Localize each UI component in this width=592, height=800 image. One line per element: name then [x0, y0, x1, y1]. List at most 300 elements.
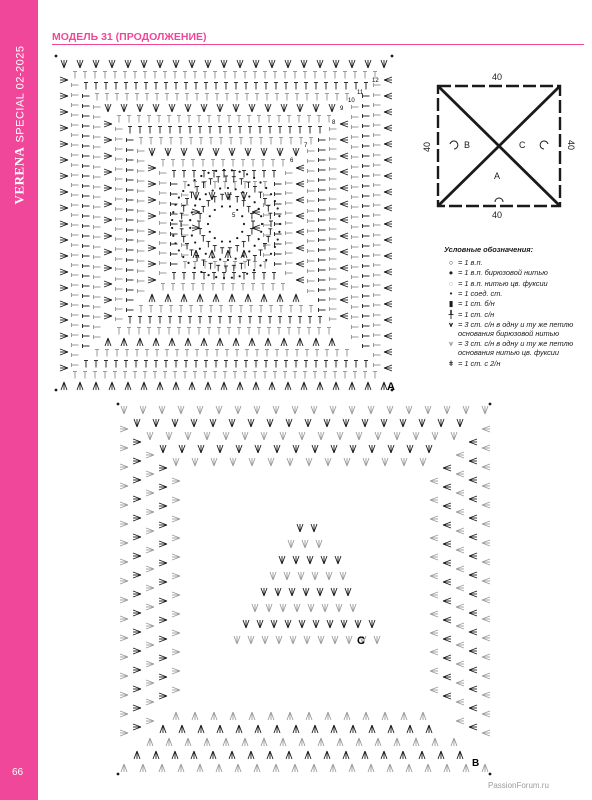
stitch-mark: [469, 667, 477, 670]
stitch-mark: [469, 477, 477, 480]
stitch-mark: [322, 604, 325, 612]
shell-mark: [456, 680, 464, 686]
stitch-mark: [482, 654, 490, 657]
legend-item: ⩛ = 3 ст. с/н в одну и ту же петлю основания нитью цв. фуксии: [444, 340, 584, 358]
chain-mark: [219, 187, 221, 189]
stitch-mark: [296, 277, 304, 280]
stitch-mark: [340, 432, 343, 440]
stitch-mark: [308, 751, 311, 759]
stitch-mark: [340, 297, 348, 300]
shell-mark: [349, 382, 355, 390]
chain-mark: [254, 245, 256, 247]
shell-mark: [237, 382, 243, 390]
page-title: МОДЕЛЬ 31 (ПРОДОЛЖЕНИЕ): [52, 31, 207, 43]
stitch-mark: [435, 432, 438, 440]
stitch-mark: [146, 528, 154, 531]
shell-mark: [134, 419, 140, 427]
stitch-mark: [482, 540, 490, 543]
stitch-mark: [443, 506, 451, 509]
stitch-mark: [391, 445, 394, 453]
chain-mark: [241, 231, 243, 233]
shell-mark: [235, 764, 241, 772]
shell-mark: [148, 181, 156, 187]
stitch-mark: [279, 636, 282, 644]
stitch-mark: [482, 635, 490, 638]
shell-mark: [308, 604, 314, 612]
stitch-mark: [293, 725, 296, 733]
stitch-mark: [330, 406, 333, 414]
stitch-mark: [321, 636, 324, 644]
stitch-mark: [291, 540, 294, 548]
shell-mark: [104, 313, 112, 319]
shell-mark: [267, 419, 273, 427]
stitch-mark: [280, 294, 283, 302]
stitch-mark: [420, 712, 423, 720]
stitch-mark: [356, 738, 359, 746]
stitch-mark: [382, 458, 385, 466]
stitch-mark: [352, 406, 355, 414]
shell-mark: [327, 620, 333, 628]
stitch-mark: [308, 419, 311, 427]
shell-mark: [60, 173, 68, 179]
shell-mark: [60, 317, 68, 323]
shell-mark: [293, 725, 299, 733]
stitch-mark: [172, 668, 180, 671]
shell-mark: [133, 629, 141, 635]
stitch-mark: [60, 288, 68, 291]
stitch-mark: [401, 458, 404, 466]
stitch-mark: [281, 104, 284, 112]
shell-mark: [270, 572, 276, 580]
stitch-mark: [120, 711, 128, 714]
stitch-mark: [172, 652, 180, 655]
stitch-mark: [407, 445, 410, 453]
stitch-mark: [307, 636, 310, 644]
schema-left-dimension: 40: [422, 141, 432, 152]
shell-mark: [210, 419, 216, 427]
shell-mark: [329, 338, 335, 346]
stitch-mark: [159, 655, 167, 658]
shell-mark: [443, 636, 451, 642]
shell-mark: [317, 588, 323, 596]
shell-mark: [193, 192, 199, 200]
chain-mark: [178, 196, 180, 198]
chain-mark: [253, 177, 255, 179]
stitch-mark: [296, 264, 304, 267]
stitch-mark: [316, 620, 319, 628]
shell-mark: [382, 712, 388, 720]
shell-mark: [456, 604, 464, 610]
stitch-mark: [381, 751, 384, 759]
stitch-mark: [172, 633, 180, 636]
shell-mark: [340, 233, 348, 239]
shell-mark: [60, 205, 68, 211]
stitch-mark: [285, 60, 288, 68]
stitch-mark: [482, 406, 485, 414]
shell-mark: [159, 541, 167, 547]
stitch-mark: [485, 764, 488, 772]
shell-mark: [120, 730, 128, 736]
stitch-mark: [331, 445, 334, 453]
shell-mark: [133, 515, 141, 521]
stitch-mark: [159, 484, 167, 487]
chain-mark: [205, 193, 207, 195]
stitch-mark: [482, 429, 490, 432]
stitch-mark: [362, 419, 365, 427]
shell-mark: [193, 250, 199, 258]
stitch-mark: [146, 680, 154, 683]
stitch-mark: [349, 636, 352, 644]
stitch-mark: [428, 764, 431, 772]
stitch-mark: [363, 712, 366, 720]
shell-mark: [133, 439, 141, 445]
stitch-mark: [133, 575, 141, 578]
stitch-mark: [397, 432, 400, 440]
shell-mark: [355, 620, 361, 628]
shell-mark: [133, 686, 141, 692]
shell-mark: [482, 654, 490, 660]
stitch-mark: [120, 676, 128, 679]
shell-mark: [93, 60, 99, 68]
shell-mark: [384, 205, 392, 211]
shell-mark: [104, 185, 112, 191]
stitch-mark: [456, 702, 464, 705]
shell-mark: [60, 237, 68, 243]
shell-mark: [121, 104, 127, 112]
chain-mark: [221, 240, 223, 242]
stitch-mark: [365, 751, 368, 759]
stitch-mark: [133, 518, 141, 521]
stitch-mark: [146, 471, 154, 474]
stitch-mark: [297, 524, 300, 532]
stitch-mark: [146, 699, 154, 702]
shell-mark: [274, 445, 280, 453]
stitch-mark: [469, 610, 477, 613]
stitch-mark: [382, 712, 385, 720]
shell-mark: [285, 620, 291, 628]
stitch-mark: [159, 503, 167, 506]
stitch-mark: [60, 336, 68, 339]
shell-mark: [172, 535, 180, 541]
stitch-mark: [353, 604, 356, 612]
stitch-mark: [146, 490, 154, 493]
shell-mark: [185, 338, 191, 346]
shell-mark: [325, 458, 331, 466]
chain-mark: [189, 227, 191, 229]
schema-part-a: A: [494, 171, 501, 181]
shell-mark: [93, 382, 99, 390]
stitch-mark: [456, 490, 464, 493]
shell-mark: [297, 524, 303, 532]
schema-arrow-icon: [495, 198, 503, 202]
stitch-mark: [276, 406, 279, 414]
shell-mark: [261, 738, 267, 746]
shell-mark: [120, 673, 128, 679]
shell-mark: [146, 661, 154, 667]
shell-mark: [363, 712, 369, 720]
stitch-mark: [426, 445, 429, 453]
stitch-mark: [451, 738, 454, 746]
stitch-mark: [273, 572, 276, 580]
shell-mark: [384, 77, 392, 83]
chain-mark: [258, 208, 260, 210]
shell-mark: [469, 610, 477, 616]
stitch-mark: [307, 556, 310, 564]
shell-mark: [146, 623, 154, 629]
shell-mark: [344, 458, 350, 466]
shell-mark: [201, 104, 207, 112]
shell-mark: [326, 572, 332, 580]
shell-mark: [425, 764, 431, 772]
shell-mark: [469, 477, 477, 483]
shell-mark: [172, 516, 180, 522]
stitch-mark: [454, 432, 457, 440]
shell-mark: [482, 521, 490, 527]
stitch-mark: [146, 683, 154, 686]
shell-mark: [198, 725, 204, 733]
chain-mark: [229, 240, 231, 242]
stitch-mark: [301, 382, 304, 390]
shell-mark: [443, 484, 451, 490]
stitch-mark: [469, 686, 477, 689]
chain-mark: [265, 187, 267, 189]
stitch-mark: [146, 721, 154, 724]
chain-mark: [191, 211, 193, 213]
chain-mark: [207, 274, 209, 276]
shell-mark: [230, 712, 236, 720]
stitch-mark: [60, 317, 68, 320]
stitch-mark: [172, 516, 180, 519]
shell-mark: [296, 213, 304, 219]
stitch-mark: [381, 60, 384, 68]
shell-mark: [456, 547, 464, 553]
shell-mark: [217, 725, 223, 733]
shell-mark: [252, 604, 258, 612]
shell-mark: [185, 738, 191, 746]
stitch-mark: [120, 730, 128, 733]
stitch-mark: [340, 284, 348, 287]
stitch-mark: [120, 559, 128, 562]
shell-mark: [243, 620, 249, 628]
shell-mark: [120, 540, 128, 546]
shell-mark: [321, 556, 327, 564]
shell-mark: [269, 60, 275, 68]
stitch-mark: [443, 525, 451, 528]
shell-mark: [297, 104, 303, 112]
stitch-mark: [482, 524, 490, 527]
shell-mark: [61, 382, 67, 390]
shell-mark: [120, 692, 128, 698]
stitch-mark: [120, 502, 128, 505]
stitch-mark: [429, 725, 432, 733]
stitch-mark: [146, 493, 154, 496]
stitch-mark: [265, 104, 268, 112]
chain-mark: [199, 198, 201, 200]
shell-mark: [340, 297, 348, 303]
stitch-mark: [441, 419, 444, 427]
stitch-mark: [456, 547, 464, 550]
stitch-mark: [146, 547, 154, 550]
brand-suffix: SPECIAL 02-2025: [14, 45, 27, 143]
chain-mark: [258, 238, 260, 240]
shell-mark: [425, 406, 431, 414]
shell-mark: [333, 382, 339, 390]
stitch-mark: [394, 432, 397, 440]
shell-mark: [185, 432, 191, 440]
stitch-mark: [306, 458, 309, 466]
stitch-mark: [294, 604, 297, 612]
stitch-mark: [159, 487, 167, 490]
shell-mark: [346, 636, 352, 644]
stitch-mark: [172, 611, 180, 614]
stitch-mark: [430, 478, 438, 481]
stitch-mark: [469, 708, 477, 711]
shell-mark: [275, 588, 281, 596]
shell-mark: [60, 253, 68, 259]
stitch-mark: [340, 316, 348, 319]
stitch-mark: [288, 60, 291, 68]
shell-mark: [482, 635, 490, 641]
shell-mark: [388, 445, 394, 453]
shell-mark: [141, 60, 147, 68]
shell-mark: [451, 432, 457, 440]
shell-mark: [298, 572, 304, 580]
shell-mark: [432, 738, 438, 746]
stitch-mark: [394, 738, 397, 746]
stitch-mark: [60, 285, 68, 288]
stitch-mark: [352, 382, 355, 390]
stitch-mark: [120, 714, 128, 717]
stitch-mark: [284, 572, 287, 580]
stitch-mark: [146, 474, 154, 477]
stitch-mark: [146, 455, 154, 458]
shell-mark: [296, 197, 304, 203]
shell-mark: [277, 294, 283, 302]
shell-mark: [201, 338, 207, 346]
stitch-mark: [172, 538, 180, 541]
stitch-mark: [456, 642, 464, 645]
stitch-mark: [336, 382, 339, 390]
chain-mark: [117, 403, 120, 406]
shell-mark: [172, 630, 180, 636]
stitch-mark: [287, 572, 290, 580]
stitch-mark: [469, 648, 477, 651]
shell-mark: [329, 104, 335, 112]
shell-mark: [261, 588, 267, 596]
chain-mark: [215, 170, 217, 172]
stitch-mark: [60, 269, 68, 272]
shell-mark: [160, 725, 166, 733]
stitch-mark: [456, 569, 464, 572]
stitch-mark: [288, 540, 291, 548]
shell-mark: [444, 764, 450, 772]
shell-mark: [313, 104, 319, 112]
stitch-mark: [289, 419, 292, 427]
stitch-mark: [384, 269, 392, 272]
shell-mark: [146, 528, 154, 534]
stitch-mark: [430, 592, 438, 595]
stitch-mark: [485, 406, 488, 414]
stitch-mark: [430, 516, 438, 519]
stitch-mark: [264, 588, 267, 596]
shell-mark: [457, 419, 463, 427]
shell-mark: [159, 503, 167, 509]
stitch-mark: [456, 474, 464, 477]
assembly-schema: [416, 70, 586, 220]
shell-mark: [197, 406, 203, 414]
stitch-mark: [430, 687, 438, 690]
shell-mark: [159, 764, 165, 772]
shell-mark: [469, 439, 477, 445]
shell-mark: [281, 338, 287, 346]
shell-mark: [137, 338, 143, 346]
stitch-mark: [443, 544, 451, 547]
shell-mark: [384, 173, 392, 179]
shell-mark: [217, 338, 223, 346]
shell-mark: [443, 560, 451, 566]
shell-mark: [407, 725, 413, 733]
shell-mark: [426, 445, 432, 453]
shell-mark: [432, 432, 438, 440]
shell-mark: [469, 629, 477, 635]
shell-mark: [60, 285, 68, 291]
slip-stitch-icon: •: [449, 289, 453, 298]
chain-mark: [193, 179, 195, 181]
stitch-mark: [159, 674, 167, 677]
stitch-mark: [146, 550, 154, 553]
shell-mark: [273, 406, 279, 414]
chain-mark: [489, 403, 492, 406]
stitch-mark: [172, 481, 180, 484]
stitch-mark: [60, 304, 68, 307]
shell-mark: [191, 419, 197, 427]
stitch-mark: [288, 620, 291, 628]
chain-mark: [214, 237, 216, 239]
stitch-mark: [60, 256, 68, 259]
shell-mark: [482, 483, 490, 489]
shell-mark: [384, 365, 392, 371]
shell-mark: [172, 668, 180, 674]
stitch-mark: [469, 670, 477, 673]
chain-mark: [235, 258, 237, 260]
shell-mark: [330, 764, 336, 772]
shell-mark: [159, 617, 167, 623]
shell-mark: [296, 229, 304, 235]
stitch-mark: [456, 550, 464, 553]
stitch-mark: [159, 617, 167, 620]
shell-mark: [120, 464, 128, 470]
stitch-mark: [275, 588, 278, 596]
stitch-mark: [372, 620, 375, 628]
shell-mark: [406, 764, 412, 772]
stitch-mark: [460, 751, 463, 759]
stitch-mark: [120, 616, 128, 619]
stitch-mark: [430, 500, 438, 503]
chain-mark: [229, 205, 231, 207]
shell-mark: [482, 597, 490, 603]
shell-mark: [430, 516, 438, 522]
stitch-mark: [334, 588, 337, 596]
stitch-mark: [146, 626, 154, 629]
shell-mark: [345, 588, 351, 596]
shell-mark: [384, 253, 392, 259]
chain-mark: [248, 195, 250, 197]
shell-mark: [313, 338, 319, 346]
shell-mark: [153, 104, 159, 112]
chain-mark: [242, 191, 244, 193]
schema-arrow-icon: [540, 141, 548, 149]
stitch-mark: [133, 667, 141, 670]
